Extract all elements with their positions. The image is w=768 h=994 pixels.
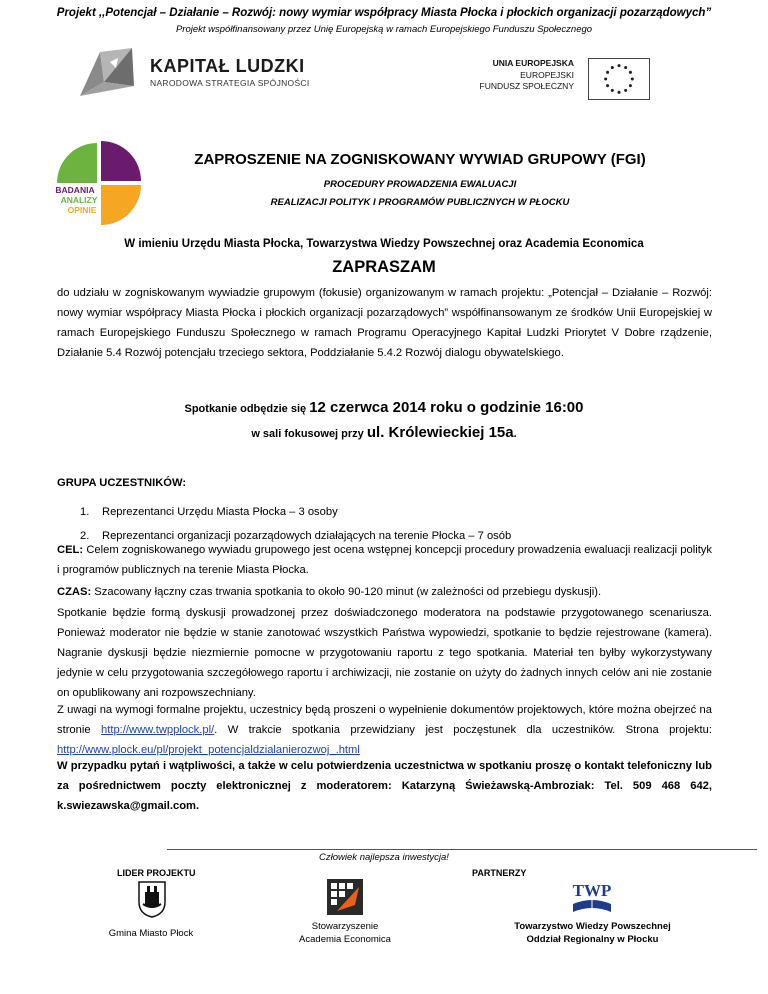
- twp-name: Towarzystwo Wiedzy Powszechnej Oddział Regionalny w Płocku: [514, 921, 671, 945]
- time-paragraph: CZAS: Szacowany łączny czas trwania spotkania to około 90-120 minut (w zależności od przebiegu dyskusji).: [57, 586, 602, 598]
- goal-paragraph: CEL: Celem zogniskowanego wywiadu grupowego jest ocena wstępnej koncepcji procedury prowadzenia ewaluacji realizacji polityk i programów publicznych na terenie Miasta Płocka.: [57, 544, 712, 576]
- formalities-paragraph: Z uwagi na wymogi formalne projektu, uczestnicy będą proszeni o wypełnienie dokumentów projektowych, które można obejrzeć na stronie http://www.twpplock.pl/. W trakcie spotkania przewidziany jest poczęstunek dla uczestników. Strona projektu: http://www.plock.eu/pl/projekt_potencjaldzialanierozwoj_.html: [57, 704, 712, 756]
- cofinance-note: Projekt współfinansowany przez Unię Europejską w ramach Europejskiego Funduszu Społecznego: [175, 24, 593, 35]
- eu-flag-icon: [588, 58, 650, 100]
- goal-label: CEL:: [57, 544, 84, 556]
- contact-paragraph: W przypadku pytań i wątpliwości, a także w celu potwierdzenia uczestnictwa w spotkaniu proszę o kontakt telefoniczny lub za pośrednictwem poczty elektronicznej z moderatorem: Katarzyną Świeżawską-Ambroziak: Tel. 509 468 642, k.swiezawska@gmail.com.: [57, 760, 712, 812]
- footer-divider: [167, 849, 757, 850]
- list-item: 2. Reprezentanci organizacji pozarządowych działających na terenie Płocka – 7 osób: [80, 530, 512, 542]
- twp-mark-text: TWP: [572, 881, 612, 900]
- meeting-place-line: [0, 424, 768, 441]
- kapital-ludzki-subtitle: NARODOWA STRATEGIA SPÓJNOŚCI: [150, 78, 310, 88]
- lider-label: LIDER PROJEKTU: [117, 868, 196, 878]
- footer-motto: Człowiek najlepsza inwestycja!: [319, 852, 449, 863]
- kapital-ludzki-star-icon: [74, 42, 138, 102]
- pie-word-badania: BADANIA: [55, 185, 95, 195]
- badania-analizy-opinie-logo: [51, 141, 153, 225]
- meeting-date: 12 czerwca 2014 roku o godzinie 16:00: [309, 399, 584, 416]
- pie-word-analizy: ANALIZY: [60, 195, 98, 205]
- list-item: 1. Reprezentanci Urzędu Miasta Płocka – 3 osoby: [80, 506, 338, 518]
- twp-logo: [567, 878, 617, 918]
- invite-heading: ZAPRASZAM: [332, 258, 436, 276]
- plock-crest-icon: [137, 880, 167, 918]
- document-subtitle-1: PROCEDURY PROWADZENIA EWALUACJI: [323, 179, 517, 190]
- kapital-ludzki-logo: [74, 42, 334, 102]
- pie-word-opinie: OPINIE: [67, 205, 97, 215]
- eu-line-1: UNIA EUROPEJSKA: [492, 58, 574, 68]
- meeting-place-suffix: .: [513, 428, 517, 440]
- meeting-date-line: [0, 399, 768, 416]
- project-website-link[interactable]: http://www.plock.eu/pl/projekt_potencjaldzialanierozwoj_.html: [57, 744, 360, 756]
- on-behalf-line: W imieniu Urzędu Miasta Płocka, Towarzystwa Wiedzy Powszechnej oraz Academia Economica: [124, 238, 644, 250]
- document-subtitle-2: REALIZACJI POLITYK I PROGRAMÓW PUBLICZNYCH W PŁOCKU: [270, 197, 570, 208]
- academia-economica-logo: [325, 877, 365, 917]
- gmina-name: Gmina Miasto Płock: [108, 928, 194, 939]
- document-title: ZAPROSZENIE NA ZOGNISKOWANY WYWIAD GRUPOWY (FGI): [194, 151, 646, 168]
- twp-website-link[interactable]: http://www.twpplock.pl/: [101, 724, 215, 736]
- intro-paragraph: do udziału w zogniskowanym wywiadzie grupowym (fokusie) organizowanym w ramach projektu: „Potencjał – Działanie – Rozwój: nowy wymiar współpracy Miasta Płocka i płockich organizacji pozarządowych” współfinansowanym ze środków Unii Europejskiej w ramach Europejskiego Funduszu Społecznego w ramach Programu Operacyjnego Kapitał Ludzki Priorytet V Dobre rządzenie, Działanie 5.4 Rozwój potencjału trzeciego sektora, Poddziałanie 5.4.2 Rozwój dialogu obywatelskiego.: [57, 287, 712, 359]
- academia-economica-name: Stowarzyszenie Academia Economica: [299, 921, 391, 945]
- eu-line-2: EUROPEJSKI: [520, 69, 574, 80]
- eu-text: [480, 58, 574, 93]
- partners-label: PARTNERZY: [472, 868, 527, 878]
- participants-heading: GRUPA UCZESTNIKÓW:: [57, 477, 187, 489]
- time-label: CZAS:: [57, 586, 92, 598]
- eu-logo: [470, 58, 650, 102]
- meeting-prefix: Spotkanie odbędzie się: [184, 403, 307, 415]
- project-title-header: Projekt ,,Potencjał – Działanie – Rozwój: nowy wymiar współpracy Miasta Płocka i płockich organizacji pozarządowych”: [56, 7, 712, 19]
- eu-line-3: FUNDUSZ SPOŁECZNY: [479, 81, 574, 91]
- meeting-description-paragraph: Spotkanie będzie formą dyskusji prowadzonej przez doświadczonego moderatora na podstawie przygotowanego scenariusza. Ponieważ moderator nie będzie w stanie zanotować wszystkich Państwa wypowiedzi, spotkanie to będzie rejestrowane (kamera). Nagranie dyskusji będzie niezmiernie pomocne w przygotowaniu raportu z tego spotkania. Materiał ten byłby wykorzystywany jedynie w celu przygotowania szczegółowego raportu i archiwizacji, nie zostanie on użyty do żadnych innych celów ani nie zostanie on opublikowany ani rozpowszechniany.: [57, 607, 712, 699]
- kapital-ludzki-title: KAPITAŁ LUDZKI: [150, 56, 305, 76]
- meeting-place: ul. Królewieckiej 15a: [366, 424, 514, 441]
- meeting-place-prefix: w sali fokusowej przy: [251, 428, 364, 440]
